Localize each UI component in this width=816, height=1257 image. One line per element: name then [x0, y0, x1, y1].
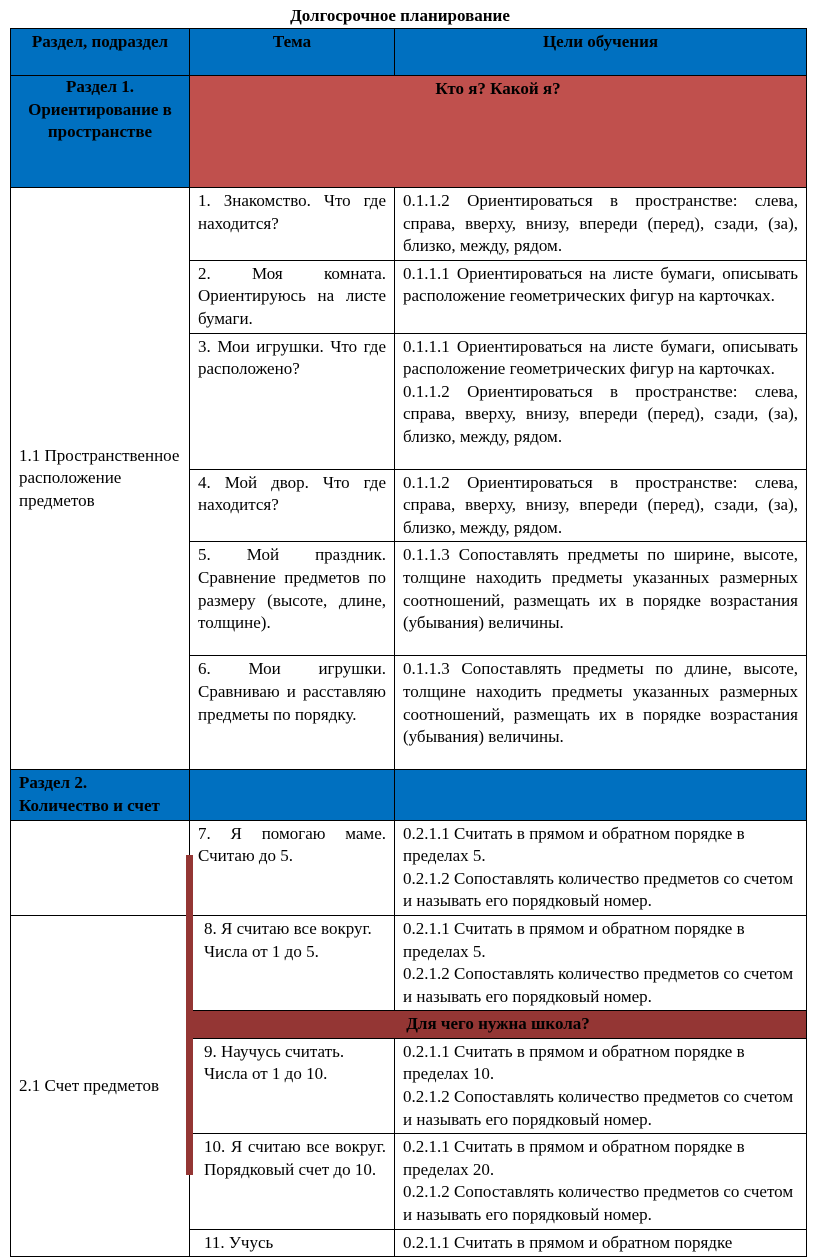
- table-row: [11, 188, 807, 261]
- goal: 0.2.1.2 Сопоставлять количество предметов со счетом и называть его порядковый номер.: [403, 1182, 794, 1225]
- topic-cell: 3. Мои игрушки. Что где расположено?: [190, 333, 395, 469]
- table-row: [11, 820, 807, 915]
- subsection-name: 1.1 Пространственное расположение предметов: [11, 188, 190, 770]
- section-banner: Для чего нужна школа?: [190, 1011, 807, 1039]
- goal: 0.2.1.1 Считать в прямом и обратном порядке: [403, 1232, 733, 1252]
- topic-cell: 9. Научусь считать. Числа от 1 до 10.: [190, 1038, 395, 1133]
- topic-cell: 5. Мой праздник. Сравнение предметов по размеру (высоте, длине, толщине).: [190, 542, 395, 656]
- section-row: [11, 76, 807, 188]
- goals-cell: [395, 542, 807, 656]
- table-row: [11, 915, 807, 1010]
- subsection-name: 2.1 Счет предметов: [11, 915, 190, 1256]
- goals-cell: [395, 656, 807, 770]
- topic-cell: 1. Знакомство. Что где находится?: [190, 188, 395, 261]
- topic-cell: 10. Я считаю все вокруг. Порядковый счет до 10.: [190, 1134, 395, 1229]
- section-banner: Кто я? Какой я?: [190, 76, 807, 188]
- goals-cell: [395, 1229, 807, 1257]
- goals-cell: [395, 1134, 807, 1229]
- goal: 0.2.1.2 Сопоставлять количество предметов со счетом и называть его порядковый номер.: [403, 868, 794, 911]
- topic-cell: 4. Мой двор. Что где находится?: [190, 469, 395, 542]
- goal: 0.1.1.2 Ориентироваться в пространстве: слева, справа, вверху, внизу, впереди (перед), сзади, (за), близко, между, рядом.: [403, 381, 798, 446]
- section-name: Раздел 1. Ориентирование в пространстве: [11, 76, 190, 188]
- subsection-blank: [11, 820, 190, 915]
- goal: 0.1.1.1 Ориентироваться на листе бумаги, описывать расположение геометрических фигур на карточках.: [403, 336, 798, 379]
- goal: 0.2.1.2 Сопоставлять количество предметов со счетом и называть его порядковый номер.: [403, 1087, 794, 1129]
- goal: 0.1.1.3 Сопоставлять предметы по длине, высоте, толщине находить предметы указанных размерных соотношений, размещать их в порядке возрастания (убывания) величины.: [403, 659, 798, 747]
- goals-cell: [395, 188, 807, 261]
- header-topic: Тема: [190, 29, 395, 76]
- topic-cell: 11. Учусь: [190, 1229, 395, 1257]
- section-row: [11, 770, 807, 820]
- goal: 0.2.1.2 Сопоставлять количество предметов со счетом и называть его порядковый номер.: [403, 964, 794, 1006]
- goal: 0.2.1.1 Считать в прямом и обратном порядке в пределах 5.: [403, 918, 745, 961]
- planning-table: [10, 28, 807, 1257]
- section-name: Раздел 2. Количество и счет: [11, 770, 190, 820]
- goal: 0.2.1.1 Считать в прямом и обратном порядке в пределах 20.: [403, 1137, 745, 1179]
- topic-cell: 8. Я считаю все вокруг. Числа от 1 до 5.: [190, 915, 395, 1010]
- goals-cell: [395, 333, 807, 469]
- topic-cell: 2. Моя комната. Ориентируюсь на листе бумаги.: [190, 260, 395, 333]
- decorative-red-bar: [186, 855, 193, 1175]
- topic-cell: 7. Я помогаю маме. Считаю до 5.: [190, 820, 395, 915]
- header-section: Раздел, подраздел: [11, 29, 190, 76]
- goals-cell: [395, 1038, 807, 1133]
- goal: 0.1.1.2 Ориентироваться в пространстве: слева, справа, вверху, внизу, впереди (перед), сзади, (за), близко, между, рядом.: [403, 472, 798, 537]
- section-blank: [190, 770, 395, 820]
- goal: 0.2.1.1 Считать в прямом и обратном порядке в пределах 5.: [403, 823, 745, 866]
- topic-cell: 6. Мои игрушки. Сравниваю и расставляю предметы по порядку.: [190, 656, 395, 770]
- header-goals: Цели обучения: [395, 29, 807, 76]
- section-blank: [395, 770, 807, 820]
- goals-cell: [395, 260, 807, 333]
- goal: 0.1.1.1 Ориентироваться на листе бумаги, описывать расположение геометрических фигур на карточках.: [403, 263, 798, 306]
- page-title: Долгосрочное планирование: [290, 6, 510, 25]
- goals-cell: [395, 915, 807, 1010]
- goal: 0.2.1.1 Считать в прямом и обратном порядке в пределах 10.: [403, 1041, 745, 1084]
- goal: 0.1.1.2 Ориентироваться в пространстве: слева, справа, вверху, внизу, впереди (перед), сзади, (за), близко, между, рядом.: [403, 191, 798, 256]
- table-header: [11, 29, 807, 76]
- goals-cell: [395, 820, 807, 915]
- goal: 0.1.1.3 Сопоставлять предметы по ширине, высоте, толщине находить предметы указанных размерных соотношений, размещать их в порядке возрастания (убывания) величины.: [403, 545, 798, 633]
- goals-cell: [395, 469, 807, 542]
